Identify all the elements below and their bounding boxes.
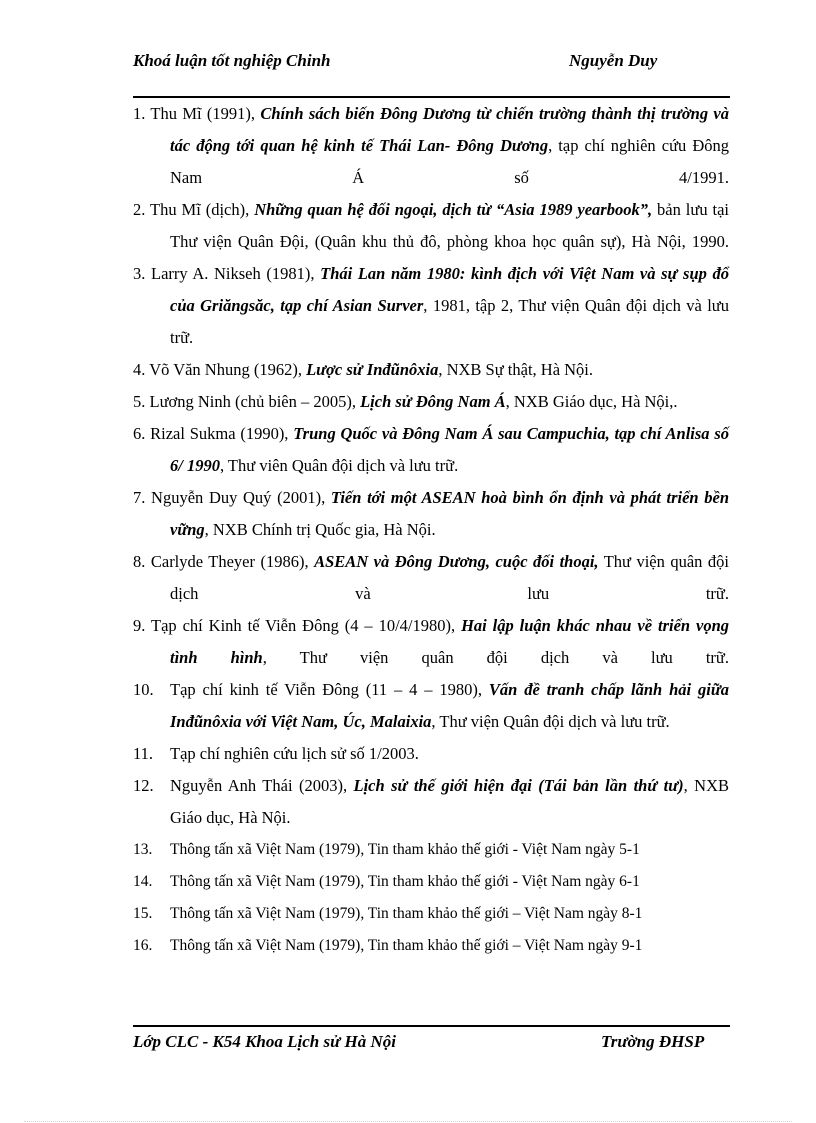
header-thesis-title: Khoá luận tốt nghiệp Chinh (133, 51, 331, 70)
reference-title: Trung Quốc và Đông Nam Á sau Campuchia, tạp chí Anlisa số 6/ 1990 (170, 424, 729, 475)
reference-author: Tạp chí Kinh tế Viễn Đông (4 – 10/4/1980), (151, 616, 462, 635)
reference-details: , Thư viên Quân đội dịch và lưu trữ. (219, 456, 459, 475)
reference-author: Võ Văn Nhung (1962), (149, 360, 307, 379)
reference-details: bản lưu tại Thư viện Quân Đội, (Quân khu thủ đô, phòng khoa học quân sự), Hà Nội, 1990. (170, 200, 729, 251)
reference-title: Vấn đề tranh chấp lãnh hải giữa Inđũnôxia với Việt Nam, Úc, Malaixia (170, 680, 729, 731)
reference-number: 2. (133, 200, 146, 219)
reference-list (133, 98, 729, 962)
reference-item (133, 258, 729, 354)
reference-details: , 1981, tập 2, Thư viện Quân đội dịch và lưu trữ. (170, 296, 730, 347)
reference-item (133, 834, 729, 866)
reference-title: Lịch sử thế giới hiện đại (Tái bản lần thứ tư) (353, 776, 684, 795)
reference-number: 9. (133, 616, 146, 635)
reference-details: , tạp chí nghiên cứu Đông Nam Á số 4/1991. (170, 136, 730, 187)
reference-item (133, 770, 729, 834)
reference-item (133, 610, 729, 674)
reference-item (133, 930, 729, 962)
reference-number: 6. (133, 424, 146, 443)
reference-title: Chính sách biến Đông Dương từ chiến trường thành thị trường và tác động tới quan hệ kinh tế Thái Lan- Đông Dương (170, 104, 730, 155)
reference-number: 14. (133, 873, 153, 890)
reference-title: Tiến tới một ASEAN hoà bình ổn định và phát triển bền vững (170, 488, 730, 539)
reference-author: Thu Mĩ (1991), (150, 104, 261, 123)
reference-title: Lịch sử Đông Nam Á (360, 392, 506, 411)
page-footer (133, 1031, 729, 1076)
reference-item (133, 194, 729, 258)
reference-item (133, 866, 729, 898)
reference-number: 4. (133, 360, 146, 379)
reference-author: Nguyễn Anh Thái (2003), (170, 776, 354, 795)
reference-item (133, 674, 729, 738)
reference-author: Nguyễn Duy Quý (2001), (151, 488, 331, 507)
reference-details: , NXB Sự thật, Hà Nội. (438, 360, 594, 379)
reference-item (133, 546, 729, 610)
reference-details: Thư viện quân đội dịch và lưu trữ. (170, 552, 729, 603)
reference-title: Thái Lan năm 1980: kình địch với Việt Nam và sự sụp đổ của Griăngsăc, tạp chí Asian Surver (170, 264, 729, 315)
page-header (133, 50, 729, 95)
reference-author: Rizal Sukma (1990), (150, 424, 294, 443)
reference-author: Tạp chí nghiên cứu lịch sử số 1/2003. (170, 744, 419, 763)
reference-number: 3. (133, 264, 146, 283)
reference-title: Lược sử Inđũnôxia (306, 360, 439, 379)
reference-details: , NXB Giáo dục, Hà Nội,. (505, 392, 678, 411)
reference-title: ASEAN và Đông Dương, cuộc đối thoại, (314, 552, 599, 571)
reference-item (133, 98, 729, 194)
reference-number: 8. (133, 552, 146, 571)
reference-number: 7. (133, 488, 146, 507)
reference-number: 1. (133, 104, 146, 123)
reference-number: 15. (133, 905, 153, 922)
reference-item (133, 482, 729, 546)
page-edge-dotted-line (24, 1121, 792, 1122)
reference-item (133, 354, 729, 386)
reference-author: Thu Mĩ (dịch), (150, 200, 255, 219)
reference-number: 5. (133, 392, 146, 411)
reference-details: , Thư viện quân đội dịch và lưu trữ. (262, 648, 729, 667)
reference-author: Larry A. Nikseh (1981), (151, 264, 321, 283)
reference-number: 11. (133, 744, 154, 763)
reference-number: 10. (133, 680, 154, 699)
reference-author: Thông tấn xã Việt Nam (1979), Tin tham khảo thế giới - Việt Nam ngày 6-1 (170, 873, 640, 890)
reference-item (133, 738, 729, 770)
reference-item (133, 898, 729, 930)
reference-details: , NXB Giáo dục, Hà Nội. (170, 776, 729, 827)
reference-number: 16. (133, 937, 153, 954)
reference-number: 13. (133, 841, 153, 858)
reference-title: Những quan hệ đối ngoại, dịch từ “Asia 1989 yearbook”, (254, 200, 653, 219)
reference-author: Lương Ninh (chủ biên – 2005), (149, 392, 361, 411)
header-author: Nguyễn Duy (569, 51, 658, 70)
reference-title: Hai lập luận khác nhau về triển vọng tình hình (170, 616, 730, 667)
footer-class-info: Lớp CLC - K54 Khoa Lịch sử Hà Nội (133, 1032, 396, 1051)
reference-author: Thông tấn xã Việt Nam (1979), Tin tham khảo thế giới - Việt Nam ngày 5-1 (170, 841, 640, 858)
reference-details: , Thư viện Quân đội dịch và lưu trữ. (431, 712, 670, 731)
footer-school: Trường ĐHSP (601, 1032, 705, 1051)
footer-rule (133, 1025, 730, 1027)
reference-author: Carlyde Theyer (1986), (150, 552, 315, 571)
reference-author: Thông tấn xã Việt Nam (1979), Tin tham khảo thế giới – Việt Nam ngày 9-1 (170, 937, 643, 954)
reference-number: 12. (133, 776, 154, 795)
reference-item (133, 418, 729, 482)
reference-item (133, 386, 729, 418)
reference-details: , NXB Chính trị Quốc gia, Hà Nội. (204, 520, 436, 539)
reference-author: Tạp chí kinh tế Viễn Đông (11 – 4 – 1980), (170, 680, 489, 699)
reference-author: Thông tấn xã Việt Nam (1979), Tin tham khảo thế giới – Việt Nam ngày 8-1 (170, 905, 643, 922)
